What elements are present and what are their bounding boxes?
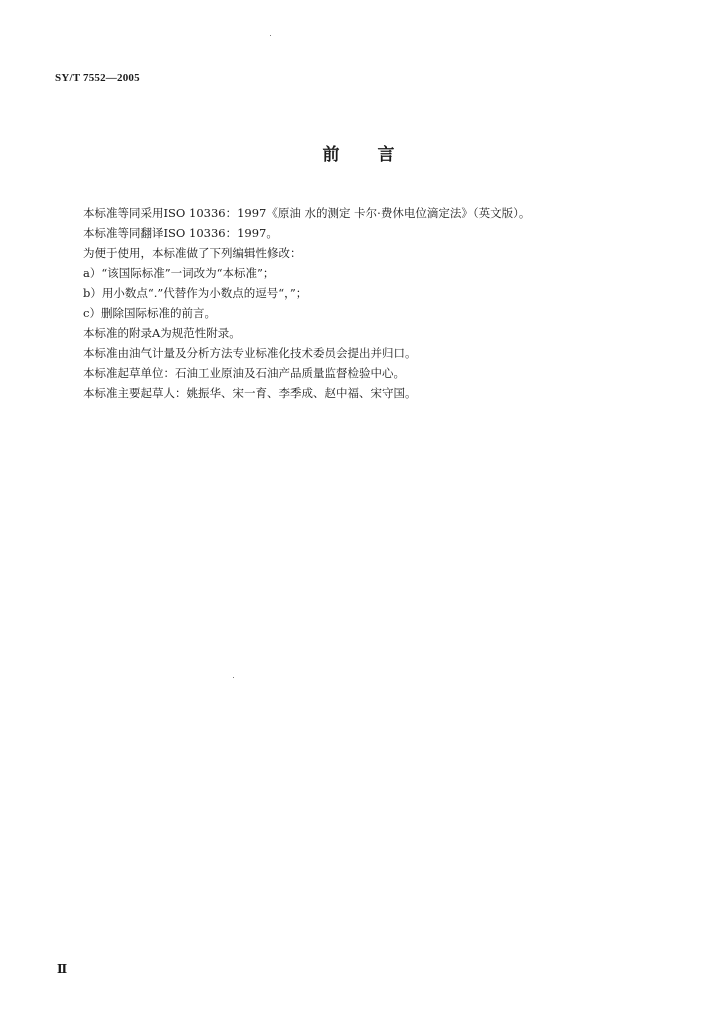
body-line: 本标准等同采用ISO 10336：1997《原油 水的测定 卡尔·费休电位滴定法》（英文版）。	[83, 206, 531, 220]
document-code: SY/T 7552—2005	[55, 72, 140, 84]
page-title: 前言	[322, 145, 433, 165]
foreword-body	[83, 203, 683, 403]
scan-speck	[270, 35, 271, 36]
body-line: 为便于使用，本标准做了下列编辑性修改：	[83, 246, 302, 260]
body-line: 本标准等同翻译ISO 10336：1997。	[83, 226, 278, 240]
body-line: a）“该国际标准”一词改为“本标准”；	[83, 266, 275, 280]
body-line: 本标准主要起草人：姚振华、宋一育、李季成、赵中福、宋守国。	[83, 386, 417, 400]
scan-speck	[233, 677, 234, 678]
body-line: 本标准的附录A为规范性附录。	[83, 326, 241, 340]
body-line: b）用小数点“.”代替作为小数点的逗号“，”；	[83, 286, 308, 300]
body-line: 本标准由油气计量及分析方法专业标准化技术委员会提出并归口。	[83, 346, 417, 360]
page-number: Ⅱ	[57, 962, 68, 976]
body-line: c）删除国际标准的前言。	[83, 306, 216, 320]
body-line: 本标准起草单位：石油工业原油及石油产品质量监督检验中心。	[83, 366, 405, 380]
